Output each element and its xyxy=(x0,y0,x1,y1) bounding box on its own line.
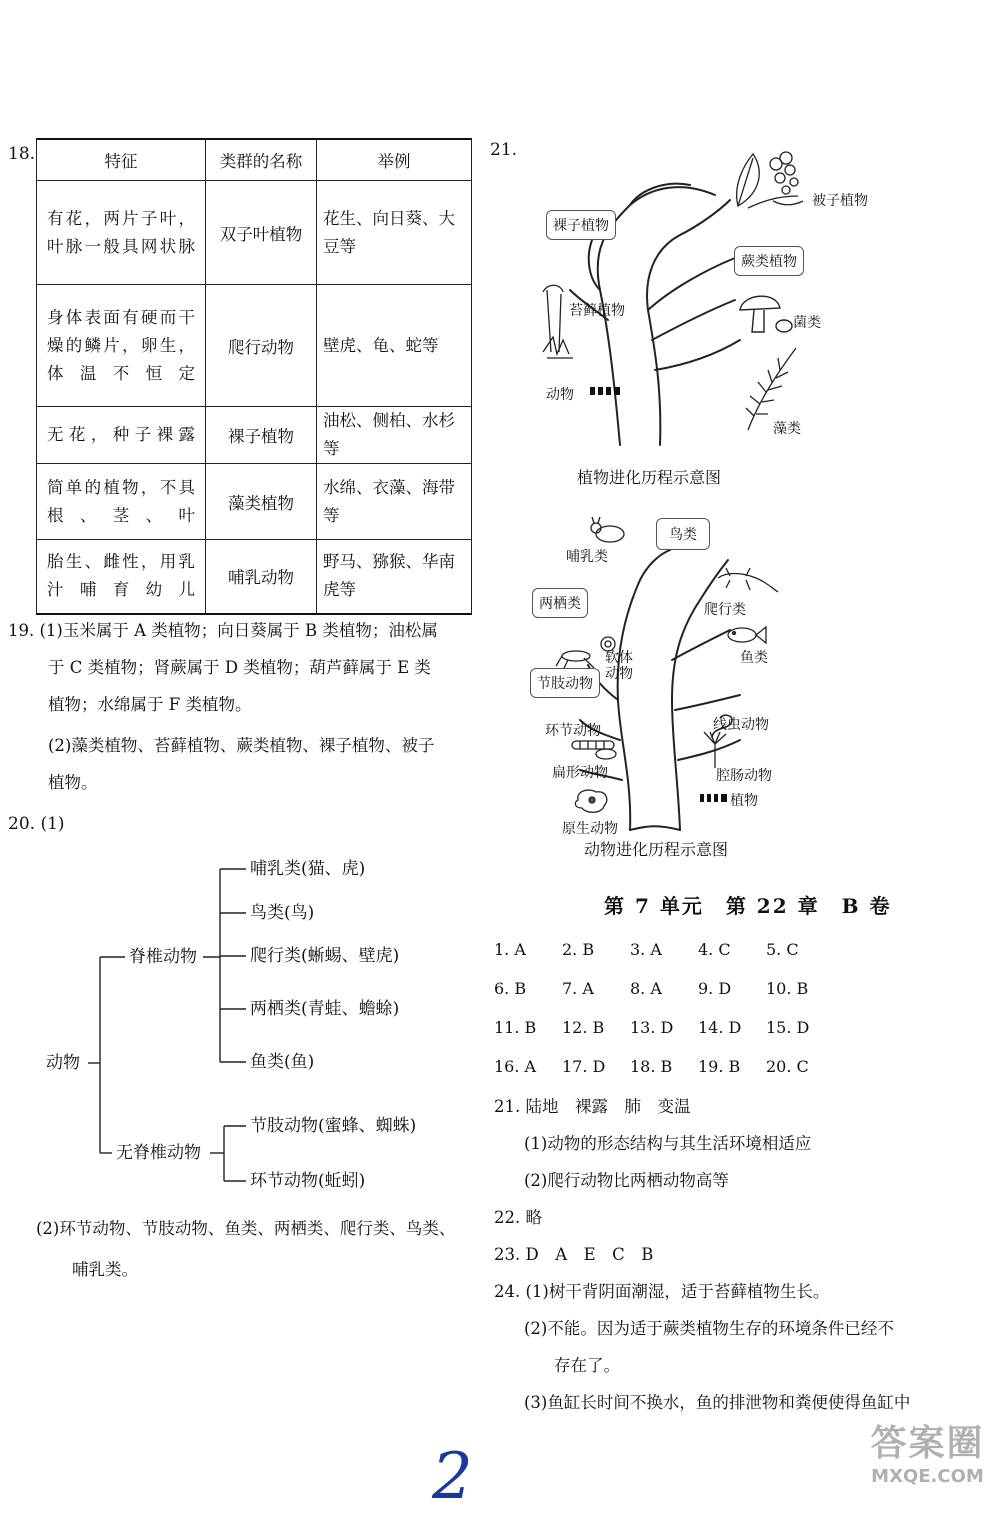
answer-line: (2)不能。因为适于蕨类植物生存的环境条件已经不 xyxy=(524,1319,894,1338)
q20-item: 鱼类(鱼) xyxy=(250,1052,315,1072)
label-cnidarian: 腔肠动物 xyxy=(716,768,772,784)
q18-group-cell: 双子叶植物 xyxy=(206,181,317,285)
answer-line: (1)动物的形态结构与其生活环境相适应 xyxy=(524,1134,812,1153)
mushroom-icon xyxy=(736,290,796,336)
watermark-url: MXQE.COM xyxy=(871,1466,984,1487)
q18-group-cell: 爬行动物 xyxy=(206,285,317,407)
section-b-answers xyxy=(494,1088,984,1421)
mc-answer: 9. D xyxy=(698,979,732,998)
mc-answer: 17. D xyxy=(562,1057,606,1076)
label-animal: 动物 xyxy=(546,387,574,403)
mc-answer: 11. B xyxy=(494,1018,537,1037)
mc-answer: 19. B xyxy=(698,1057,741,1076)
q19-line: 植物；水绵属于 F 类植物。 xyxy=(48,695,252,714)
q18-group-cell: 哺乳动物 xyxy=(206,540,317,614)
label-protozoa: 原生动物 xyxy=(562,821,618,837)
q18-feature-cell: 简单的植物，不具根、茎、叶 xyxy=(37,464,206,540)
plant-caption: 植物进化历程示意图 xyxy=(577,468,722,487)
answer-line: (3)鱼缸长时间不换水，鱼的排泄物和粪便使得鱼缸中 xyxy=(524,1393,911,1412)
mc-answer: 5. C xyxy=(766,940,799,959)
mc-answer: 13. D xyxy=(630,1018,674,1037)
label-amphibian: 两栖类 xyxy=(532,588,588,618)
label-arthropod: 节肢动物 xyxy=(530,668,600,698)
answer-line: 22. 略 xyxy=(494,1208,542,1227)
q18-header-group: 类群的名称 xyxy=(206,139,317,181)
angiosperm-icon xyxy=(728,146,808,216)
q20-part2-line: 哺乳类。 xyxy=(72,1260,138,1279)
label-fern: 蕨类植物 xyxy=(734,246,804,276)
answer-line: 存在了。 xyxy=(554,1356,620,1375)
q20-item: 环节动物(蚯蚓) xyxy=(250,1171,366,1191)
label-reptile: 爬行类 xyxy=(704,602,746,618)
q19-line: 植物。 xyxy=(48,773,98,792)
q18-header-feature: 特征 xyxy=(37,139,206,181)
q20-tree-lines xyxy=(0,0,480,1200)
q20-item: 两栖类(青蛙、蟾蜍) xyxy=(250,999,400,1019)
label-moss: 苔藓植物 xyxy=(569,303,625,319)
q18-feature-cell: 有花，两片子叶，叶脉一般具网状脉 xyxy=(37,181,206,285)
mc-row xyxy=(494,1018,834,1057)
q18-feature-cell: 身体表面有硬而干燥的鳞片，卵生，体温不恒定 xyxy=(37,285,206,407)
q18-group-cell: 裸子植物 xyxy=(206,407,317,464)
lizard-icon xyxy=(716,566,780,596)
q18-example-cell: 花生、向日葵、大豆等 xyxy=(317,181,472,285)
mc-answer: 15. D xyxy=(766,1018,810,1037)
mc-row xyxy=(494,979,834,1018)
q18-header-example: 举例 xyxy=(317,139,472,181)
mc-answer: 1. A xyxy=(494,940,526,959)
watermark xyxy=(860,1415,995,1487)
label-flatworm: 扁形动物 xyxy=(552,765,608,781)
q18-feature-cell: 胎生、雌性，用乳汁哺育幼儿 xyxy=(37,540,206,614)
answer-line: 23. D A E C B xyxy=(494,1245,654,1264)
animal-branch-marker xyxy=(590,384,626,398)
label-fungi: 菌类 xyxy=(793,315,821,331)
q19-line: 于 C 类植物；肾蕨属于 D 类植物；葫芦藓属于 E 类 xyxy=(48,658,431,677)
amoeba-icon xyxy=(572,786,612,816)
q19-line: (2)藻类植物、苔藓植物、蕨类植物、裸子植物、被子 xyxy=(48,736,435,755)
q20-part2 xyxy=(36,1210,486,1288)
plant-branch-marker xyxy=(700,793,728,803)
q20-item: 节肢动物(蜜蜂、蜘蛛) xyxy=(250,1116,417,1136)
q18-feature-cell: 无花，种子裸露 xyxy=(37,407,206,464)
q18-example-cell: 野马、猕猴、华南虎等 xyxy=(317,540,472,614)
q20-part2-line: (2)环节动物、节肢动物、鱼类、两栖类、爬行类、鸟类、 xyxy=(36,1219,456,1238)
q18-group-cell: 藻类植物 xyxy=(206,464,317,540)
mc-answer: 4. C xyxy=(698,940,731,959)
label-gymnosperm: 裸子植物 xyxy=(546,210,616,240)
mc-answers xyxy=(494,940,834,1096)
q18-number: 18. xyxy=(8,144,36,164)
q20-item: 爬行类(蜥蜴、壁虎) xyxy=(250,946,400,966)
q18-example-cell: 水绵、衣藻、海带等 xyxy=(317,464,472,540)
mc-answer: 6. B xyxy=(494,979,527,998)
q20-invertebrate: 无脊椎动物 xyxy=(116,1143,201,1163)
mc-row xyxy=(494,940,834,979)
page-number: 2 xyxy=(432,1440,473,1514)
q20-item: 哺乳类(猫、虎) xyxy=(250,859,366,879)
label-mammal: 哺乳类 xyxy=(566,549,608,565)
label-plant: 植物 xyxy=(730,793,758,809)
fish-icon xyxy=(724,624,768,646)
q18-example-cell: 壁虎、龟、蛇等 xyxy=(317,285,472,407)
q19-line: 19. (1)玉米属于 A 类植物；向日葵属于 B 类植物；油松属 xyxy=(8,621,438,640)
mc-answer: 20. C xyxy=(766,1057,809,1076)
q20-label: 20. (1) xyxy=(8,814,65,834)
mc-answer: 10. B xyxy=(766,979,809,998)
mc-answer: 7. A xyxy=(562,979,594,998)
q20-root: 动物 xyxy=(46,1053,80,1073)
label-bird: 鸟类 xyxy=(656,518,710,550)
animal-caption: 动物进化历程示意图 xyxy=(584,840,729,859)
mc-answer: 3. A xyxy=(630,940,662,959)
mc-answer: 18. B xyxy=(630,1057,673,1076)
flatworm-icon xyxy=(594,746,618,762)
q20-vertebrate: 脊椎动物 xyxy=(129,947,197,967)
q21-number: 21. xyxy=(490,140,518,160)
q20-item: 鸟类(鸟) xyxy=(250,903,315,923)
mc-answer: 8. A xyxy=(630,979,662,998)
answer-line: 21. 陆地 裸露 肺 变温 xyxy=(494,1097,691,1116)
mc-answer: 16. A xyxy=(494,1057,537,1076)
label-nematode: 线虫动物 xyxy=(713,717,769,733)
label-annelid: 环节动物 xyxy=(545,723,601,739)
mc-answer: 14. D xyxy=(698,1018,742,1037)
label-fish: 鱼类 xyxy=(740,650,768,666)
hydra-icon xyxy=(700,730,730,770)
label-angiosperm: 被子植物 xyxy=(812,193,868,209)
answer-line: 24. (1)树干背阴面潮湿，适于苔藓植物生长。 xyxy=(494,1282,830,1301)
rabbit-icon xyxy=(588,516,628,544)
grasshopper-icon xyxy=(554,644,598,670)
mc-answer: 12. B xyxy=(562,1018,605,1037)
section-heading: 第 7 单元 第 22 章 B 卷 xyxy=(604,894,892,918)
q18-example-cell: 油松、侧柏、水杉等 xyxy=(317,407,472,464)
answer-line: (2)爬行动物比两栖动物高等 xyxy=(524,1171,729,1190)
label-mollusc: 软体动物 xyxy=(605,650,633,682)
mc-answer: 2. B xyxy=(562,940,595,959)
label-algae: 藻类 xyxy=(773,421,801,437)
watermark-logo: 答案圈 xyxy=(870,1423,985,1464)
moss-icon xyxy=(533,282,583,362)
